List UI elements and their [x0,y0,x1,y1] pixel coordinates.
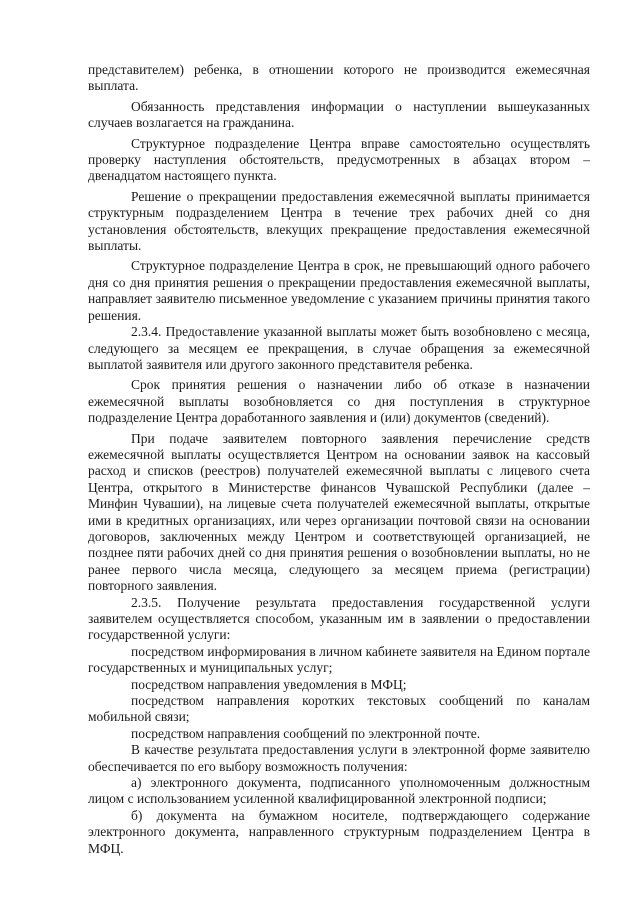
paragraph: представителем) ребенка, в отношении которого не производится ежемесячная выплата. [88,62,590,94]
paragraph: Структурное подразделение Центра вправе самостоятельно осуществлять проверку наступления обстоятельств, предусмотренных в абзацах втором – двенадцатом настоящего пункта. [88,135,590,184]
paragraph: Структурное подразделение Центра в срок, не превышающий одного рабочего дня со дня принятия решения о прекращении предоставления ежемесячной выплаты, направляет заявителю письменное уведомление с указанием причины принятия такого решения. [88,258,590,323]
list-item: б) документа на бумажном носителе, подтверждающего содержание электронного документа, направленного структурным подразделением Центра в МФЦ. [88,807,590,856]
list-item: посредством направления коротких текстовых сообщений по каналам мобильной связи; [88,693,590,725]
paragraph: Срок принятия решения о назначении либо об отказе в назначении ежемесячной выплаты возобновляется со дня поступления в структурное подразделение Центра доработанного заявления и (или) документов (сведений). [88,377,590,426]
paragraph: Решение о прекращении предоставления ежемесячной выплаты принимается структурным подразделением Центра в течение трех рабочих дней со дня установления обстоятельств, влекущих прекращение предоставления ежемесячной выплаты. [88,188,590,254]
paragraph: Обязанность представления информации о наступлении вышеуказанных случаев возлагается на гражданина. [88,98,590,131]
paragraph: При подаче заявителем повторного заявления перечисление средств ежемесячной выплаты осуществляется Центром на основании заявок на кассовый расход и списков (реестров) получателей ежемесячной выплаты с лицевого счета Центра, открытого в Министерстве финансов Чувашской Республики (далее – Минфин Чувашии), на лицевые счета получателей ежемесячной выплаты, открытые ими в кредитных организациях, или через организации почтовой связи на основании договоров, заключенных между Центром и соответствующей организацией, не позднее пяти рабочих дней со дня принятия решения о возобновлении выплаты, но не ранее первого числа месяца, следующего за месяцем приема (регистрации) повторного заявления. [88,430,590,594]
list-item: посредством направления сообщений по электронной почте. [131,725,481,741]
paragraph: 2.3.4. Предоставление указанной выплаты может быть возобновлено с месяца, следующего за месяцем ее прекращения, в случае обращения за ежемесячной выплатой заявителя или другого законного представителя ребенка. [88,324,590,372]
paragraph: 2.3.5. Получение результата предоставления государственной услуги заявителем осуществляется способом, указанным им в заявлении о предоставлении государственной услуги: [88,594,590,643]
document-body [88,62,590,857]
list-item: посредством информирования в личном кабинете заявителя на Едином портале государственных и муниципальных услуг; [88,643,590,676]
paragraph: В качестве результата предоставления услуги в электронной форме заявителю обеспечивается по его выбору возможность получения: [88,742,590,774]
list-item: а) электронного документа, подписанного уполномоченным должностным лицом с использованием усиленной квалифицированной электронной подписи; [88,775,590,807]
list-item: посредством направления уведомления в МФЦ; [131,676,407,692]
